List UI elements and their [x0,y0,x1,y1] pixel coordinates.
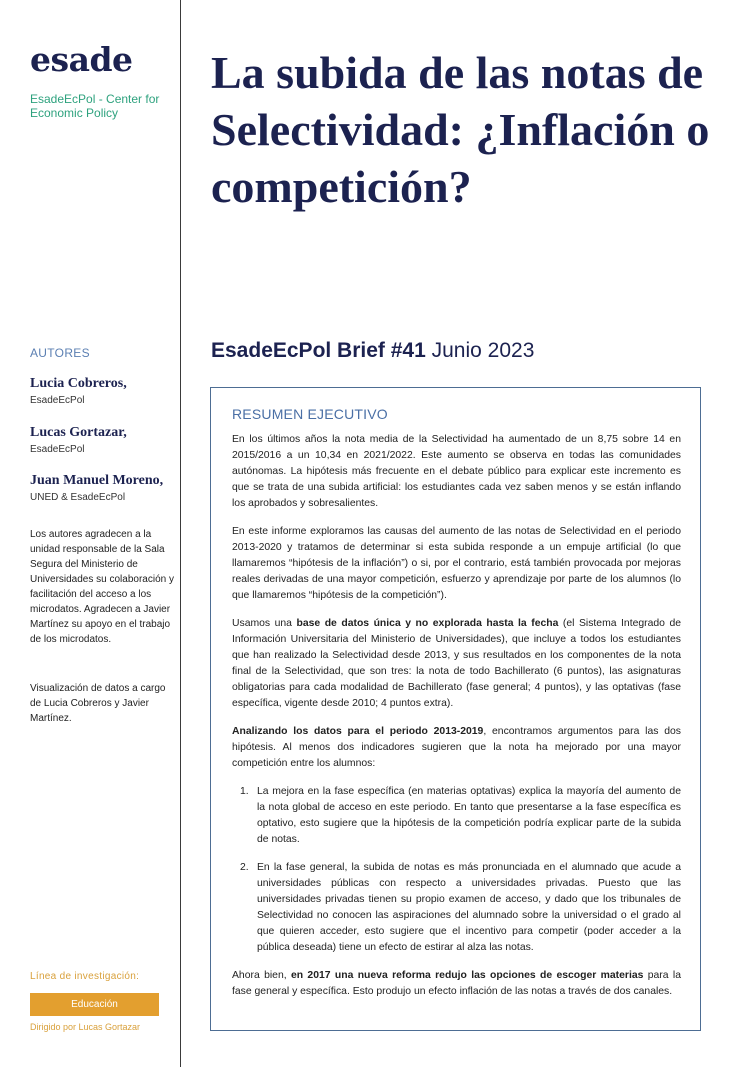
list-item [232,784,681,848]
list-number: 2. [240,862,249,873]
list-item-text: La mejora en la fase específica (en materias optativas) explica la mayoría del aumento de la nota global de acceso en este periodo. En tanto que presentarse a la fase específica es optativo, esto sugiere que la hipótesis de la competición podría explicar parte de la subida de notas. [257,786,681,845]
list-number: 1. [240,786,249,797]
summary-paragraph: En los últimos años la nota media de la Selectividad ha aumentado de un 8,75 sobre 14 en 2015/2016 a un 10,34 en 2021/2022. Este aumento se observa en todas las comunidades autónomas. La hipótesis más frecuente en el debate público para explicar este incremento es que se trata de una subida artificial: los estudiantes cada vez saben menos y se están inflando los aprobados y sobresalientes. [232,434,681,509]
findings-list [232,784,681,956]
text-run-bold: en 2017 una nueva reforma redujo las opciones de escoger materias [290,970,644,981]
author-block [30,472,178,505]
summary-title: RESUMEN EJECUTIVO [232,406,388,422]
text-run: Usamos una [232,618,297,629]
executive-summary-box [210,387,701,1031]
esade-logo[interactable]: esade [30,40,133,79]
summary-paragraph [232,968,681,1000]
brief-date: Junio 2023 [431,339,535,362]
brief-series: EsadeEcPol Brief #41 [211,339,426,362]
authors-label: AUTORES [30,346,90,360]
author-name: Lucia Cobreros, [30,376,127,391]
text-run-bold: Analizando los datos para el periodo 2013-2019 [232,726,484,737]
acknowledgements: Los autores agradecen a la unidad responsable de la Sala Segura del Ministerio de Universidades su colaboración y facilitación del acceso a los microdatos. Agradecen a Javier Martínez su apoyo en el trabajo de los microdatos. [30,529,174,645]
summary-paragraph [232,724,681,772]
text-run: Ahora bien, [232,970,291,981]
summary-paragraph: En este informe exploramos las causas del aumento de las notas de Selectividad en el periodo 2013-2020 y tratamos de determinar si esta subida responde a un empuje artificial (lo que llamaremos “hipótesis de la inflación”) o si, por el contrario, está también provocada por mejoras reales derivadas de una mayor competición, esfuerzo y aprendizaje por parte de los alumnos (lo que llamaremos “hipótesis de la competición”). [232,526,681,601]
author-block [30,375,178,408]
vertical-divider [180,0,181,1067]
research-director: Dirigido por Lucas Gortazar [30,1022,141,1032]
summary-body [232,432,681,1012]
author-affiliation: UNED & EsadeEcPol [30,492,126,503]
list-item [232,860,681,956]
list-item-text: En la fase general, la subida de notas es más pronunciada en el alumnado que acude a universidades públicas con respecto a universidades privadas. Puesto que las universidades privadas tienen su propio examen de acceso, y dado que los tribunales de Selectividad no conocen las aspiraciones del alumnado sobre la universidad o el grado al que quieren acceder, esto sugiere que el incentivo para competir (poder acceder a la pública deseada) tiene un efecto de estirar al alza las notas. [257,862,681,953]
page-title: La subida de las notas de Selectividad: ¿Inflación o competición? [211,47,710,212]
author-name: Juan Manuel Moreno, [30,473,164,488]
brief-line [211,339,534,363]
text-run: , encontramos argumentos para las dos hipótesis. Al menos dos indicadores sugieren que la nota ha mejorado por una mayor competición entre los alumnos: [232,726,681,769]
text-run-bold: base de datos única y no explorada hasta la fecha [296,618,559,629]
author-block [30,424,178,457]
text-run: para la fase general y específica. Esto produjo un efecto inflación de las notas a través de dos canales. [232,970,681,997]
author-affiliation: EsadeEcPol [30,395,85,406]
text-run: (el Sistema Integrado de Información Universitaria del Ministerio de Universidades), que incluye a todos los estudiantes que han realizado la Selectividad desde 2013, y sus resultados en los componentes de la nota final de la Selectividad, que son tres: la nota de todo Bachillerato (6 puntos), las asignaturas obligatorias para cada modalidad de Bachillerato (fase general; 4 puntos), y las optativas (fase específica, vigente desde 2010; 4 puntos extra). [232,618,682,709]
summary-paragraph [232,616,681,712]
author-name: Lucas Gortazar, [30,425,127,440]
visualization-credit: Visualización de datos a cargo de Lucia Cobreros y Javier Martínez. [30,683,166,724]
research-line-label: Línea de investigación: [30,971,140,982]
center-name: EsadeEcPol - Center for Economic Policy [30,92,160,120]
research-area-button[interactable]: Educación [30,993,159,1016]
author-affiliation: EsadeEcPol [30,444,85,455]
